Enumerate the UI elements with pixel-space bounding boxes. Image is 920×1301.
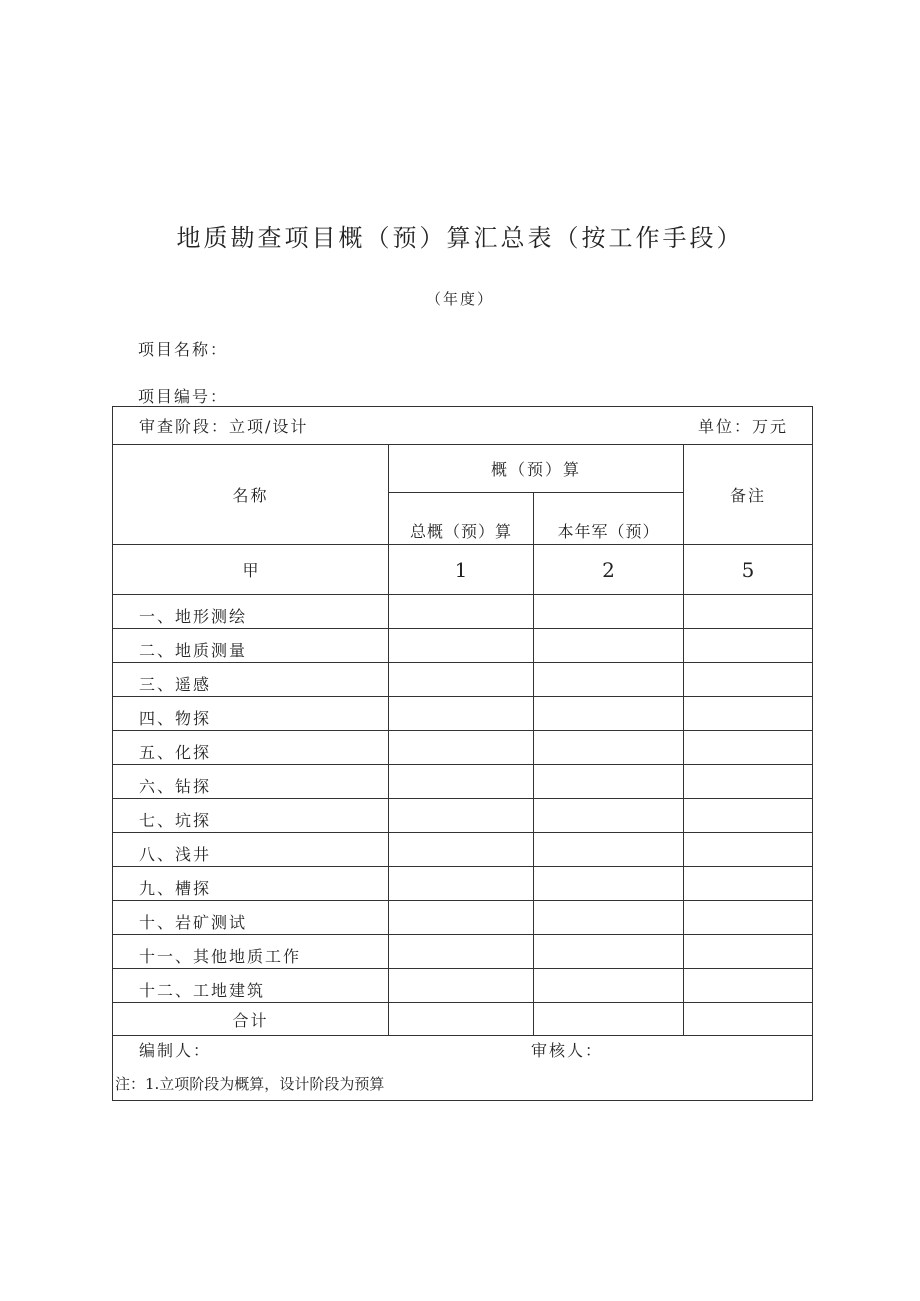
table-row	[113, 799, 813, 833]
stage-row	[113, 407, 813, 445]
row-note-cell	[684, 901, 813, 935]
row-label: 八、浅井	[113, 833, 389, 867]
header-this-year: 本年军（预）	[534, 493, 684, 545]
row-total-cell	[389, 867, 534, 901]
row-this-year-cell	[534, 969, 684, 1003]
unit-label: 单位：万元	[698, 417, 789, 436]
total-sum-cell	[389, 1003, 534, 1036]
table-row	[113, 935, 813, 969]
row-total-cell	[389, 731, 534, 765]
table-row	[113, 629, 813, 663]
document-title: 地质勘查项目概（预）算汇总表（按工作手段）	[176, 224, 744, 252]
table-row	[113, 765, 813, 799]
column-number-name: 甲	[113, 545, 389, 595]
row-total-cell	[389, 629, 534, 663]
row-label: 十、岩矿测试	[113, 901, 389, 935]
row-label: 十一、其他地质工作	[113, 935, 389, 969]
header-row	[113, 445, 813, 493]
total-label: 合计	[113, 1003, 389, 1036]
row-this-year-cell	[534, 867, 684, 901]
table-row	[113, 901, 813, 935]
table-row	[113, 867, 813, 901]
row-total-cell	[389, 595, 534, 629]
row-note-cell	[684, 935, 813, 969]
note-row	[113, 1066, 813, 1101]
row-note-cell	[684, 663, 813, 697]
reviewer-label: 审核人：	[531, 1041, 604, 1060]
row-note-cell	[684, 833, 813, 867]
row-label: 七、坑探	[113, 799, 389, 833]
row-total-cell	[389, 969, 534, 1003]
total-this-year-cell	[534, 1003, 684, 1036]
row-label: 五、化探	[113, 731, 389, 765]
row-note-cell	[684, 595, 813, 629]
row-this-year-cell	[534, 765, 684, 799]
header-note: 备注	[684, 445, 813, 545]
row-label: 九、槽探	[113, 867, 389, 901]
preparer-label: 编制人：	[139, 1041, 212, 1060]
document-subtitle: （年度）	[425, 290, 494, 308]
signature-row	[113, 1036, 813, 1067]
total-note-cell	[684, 1003, 813, 1036]
column-number-row	[113, 545, 813, 595]
column-number-note: 5	[684, 545, 813, 595]
review-stage-label: 审查阶段：立项/设计	[139, 417, 309, 436]
table-row	[113, 595, 813, 629]
table-row	[113, 731, 813, 765]
table-row	[113, 697, 813, 731]
row-note-cell	[684, 697, 813, 731]
row-label: 六、钻探	[113, 765, 389, 799]
table-row	[113, 663, 813, 697]
row-label: 十二、工地建筑	[113, 969, 389, 1003]
row-total-cell	[389, 935, 534, 969]
table-row	[113, 969, 813, 1003]
row-total-cell	[389, 697, 534, 731]
column-number-this-year: 2	[534, 545, 684, 595]
column-number-total: 1	[389, 545, 534, 595]
row-this-year-cell	[534, 595, 684, 629]
row-note-cell	[684, 799, 813, 833]
header-name: 名称	[113, 445, 389, 545]
row-total-cell	[389, 799, 534, 833]
row-this-year-cell	[534, 629, 684, 663]
row-label: 三、遥感	[113, 663, 389, 697]
row-this-year-cell	[534, 833, 684, 867]
project-name-label: 项目名称：	[138, 340, 229, 359]
table-row	[113, 833, 813, 867]
row-total-cell	[389, 663, 534, 697]
total-row	[113, 1003, 813, 1036]
row-this-year-cell	[534, 697, 684, 731]
row-total-cell	[389, 833, 534, 867]
row-this-year-cell	[534, 799, 684, 833]
row-this-year-cell	[534, 663, 684, 697]
project-code-label: 项目编号：	[138, 387, 229, 406]
row-total-cell	[389, 901, 534, 935]
budget-summary-table	[112, 406, 813, 1101]
row-this-year-cell	[534, 901, 684, 935]
row-note-cell	[684, 629, 813, 663]
row-this-year-cell	[534, 935, 684, 969]
row-note-cell	[684, 867, 813, 901]
row-label: 一、地形测绘	[113, 595, 389, 629]
row-label: 四、物探	[113, 697, 389, 731]
row-total-cell	[389, 765, 534, 799]
row-note-cell	[684, 765, 813, 799]
row-label: 二、地质测量	[113, 629, 389, 663]
header-budget-group: 概（预）算	[389, 445, 684, 493]
header-total: 总概（预）算	[389, 493, 534, 545]
footnote: 注：1.立项阶段为概算，设计阶段为预算	[115, 1074, 385, 1093]
row-note-cell	[684, 969, 813, 1003]
row-this-year-cell	[534, 731, 684, 765]
row-note-cell	[684, 731, 813, 765]
